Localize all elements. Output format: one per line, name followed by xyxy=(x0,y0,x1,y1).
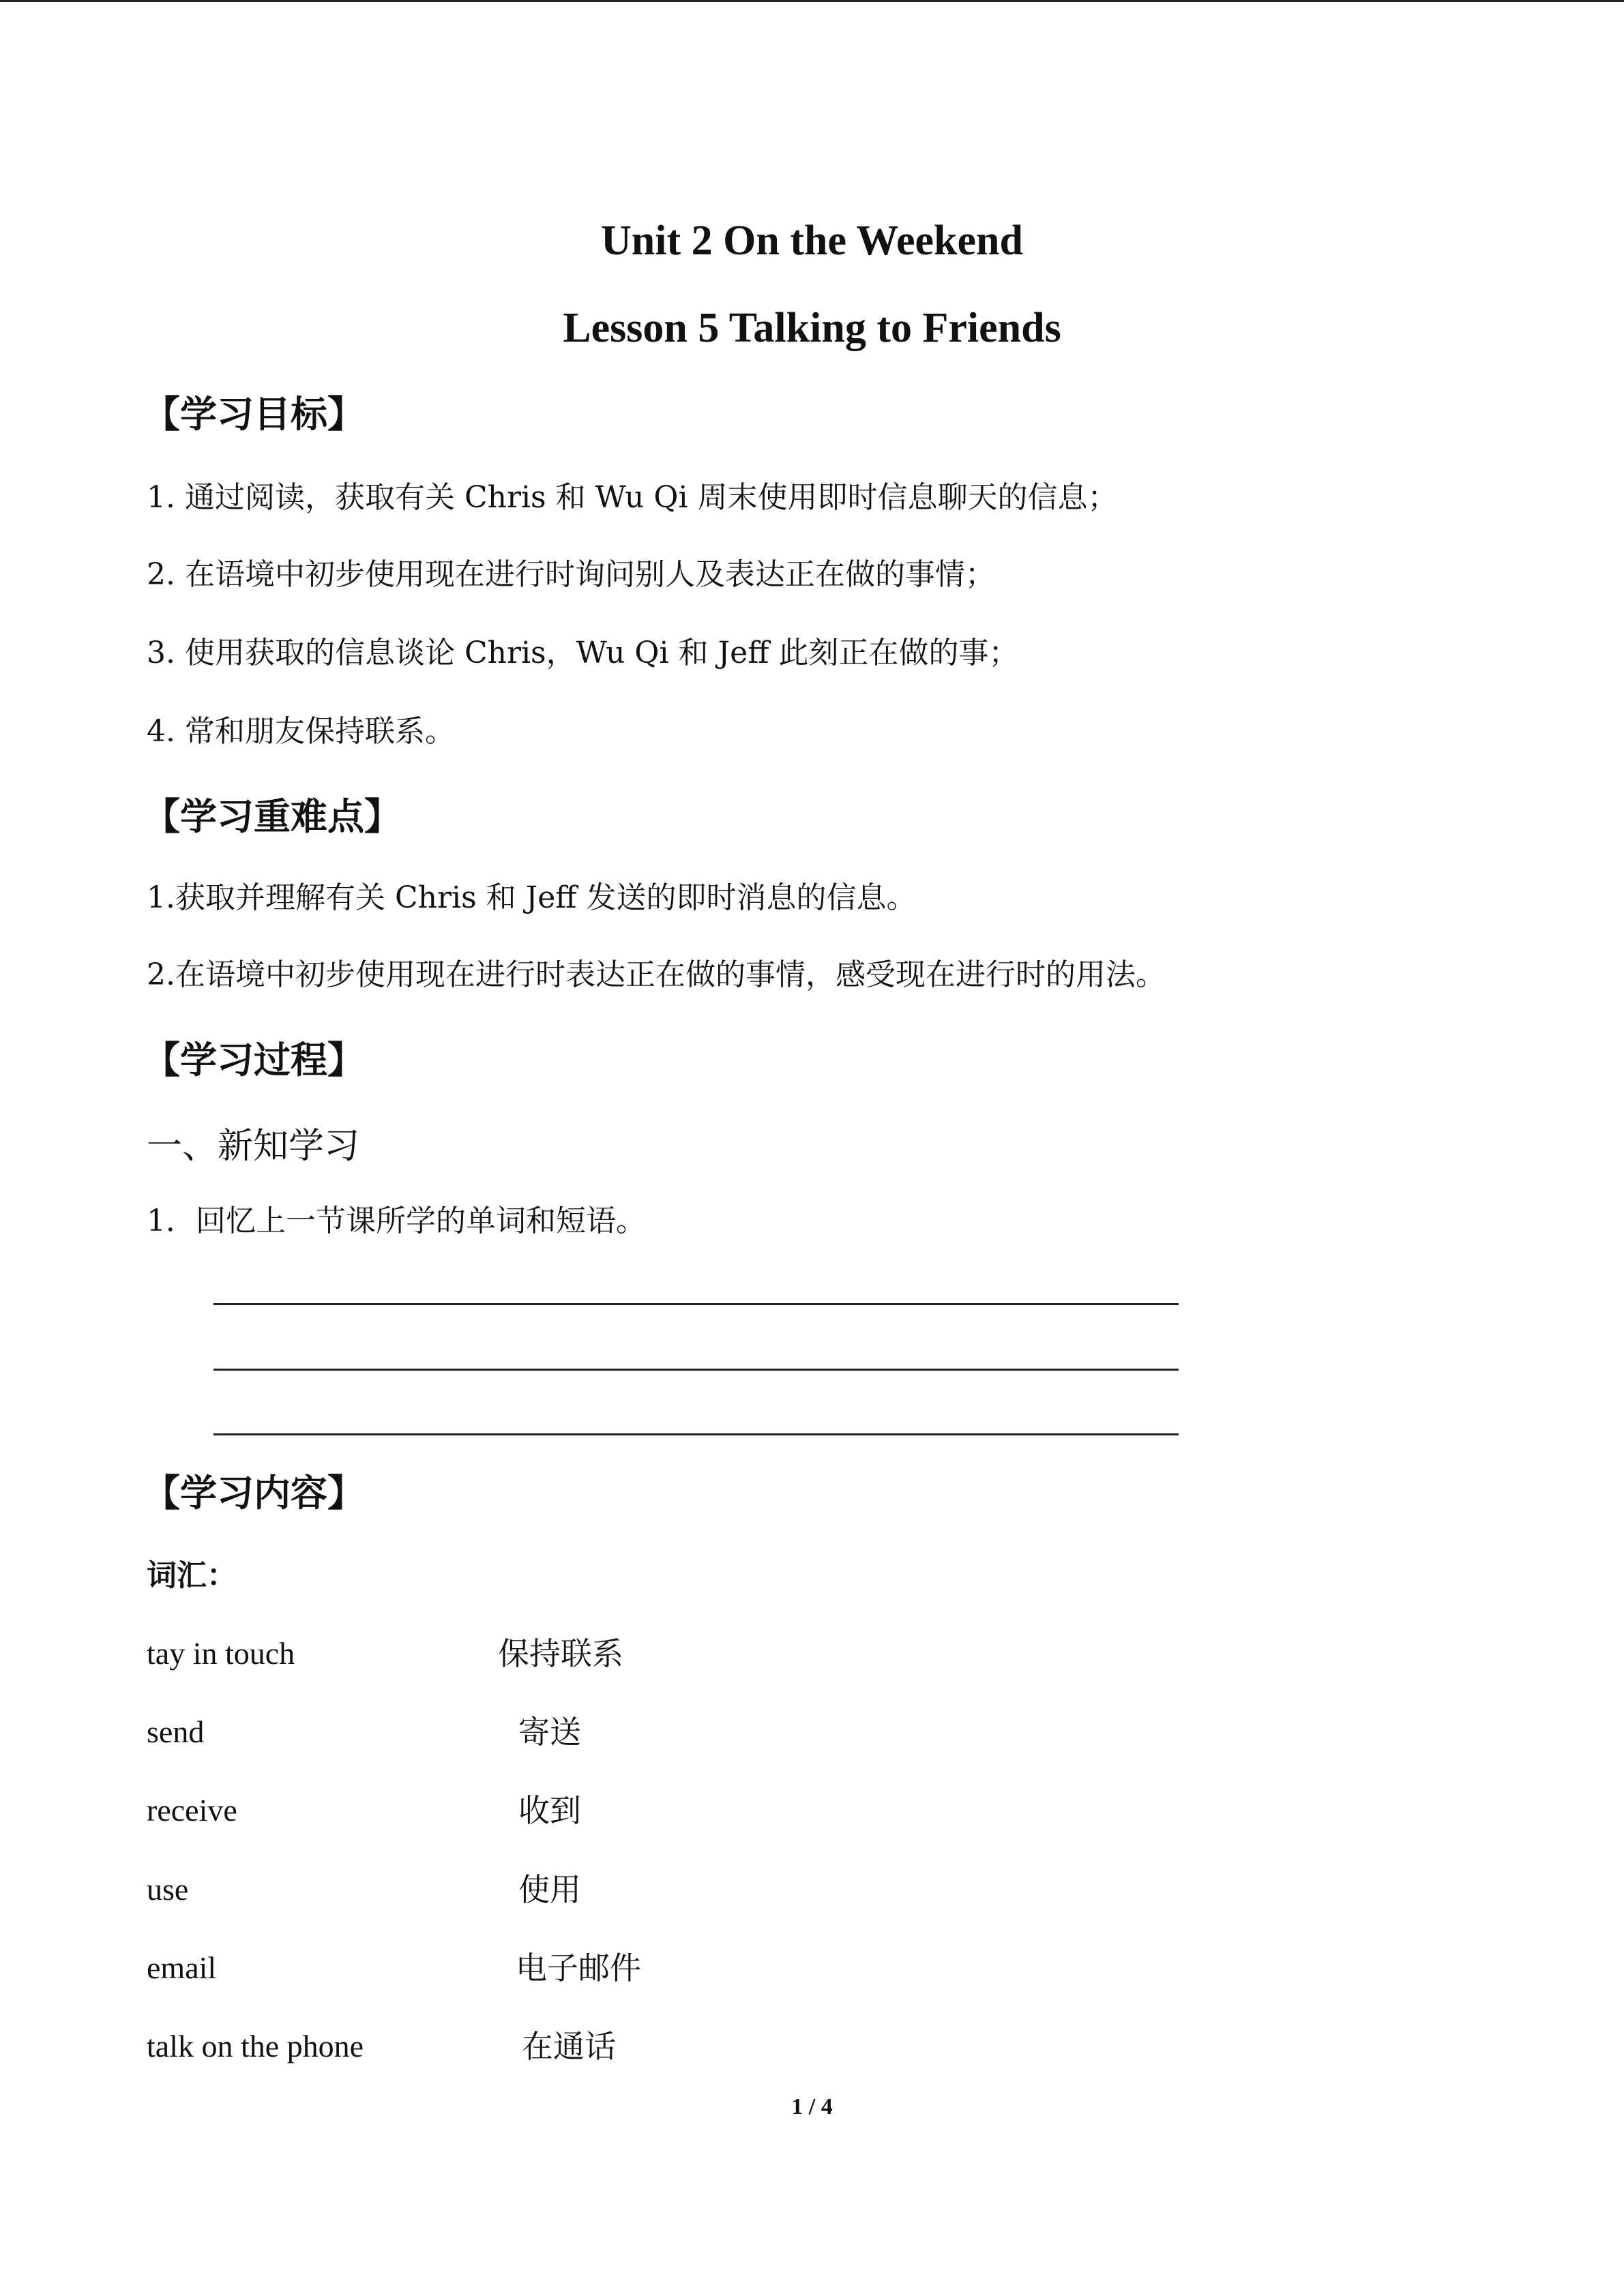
objective-item-2: 2. 在语境中初步使用现在进行时询问别人及表达正在做的事情； xyxy=(147,557,995,592)
vocab-chinese: 保持联系 xyxy=(498,1635,623,1672)
answer-blank-line[interactable] xyxy=(213,1369,1179,1371)
vocab-english: email xyxy=(147,1950,217,1985)
objective-item-4: 4. 常和朋友保持联系。 xyxy=(147,714,455,749)
vocab-chinese: 收到 xyxy=(518,1792,581,1829)
key-point-item-1: 1.获取并理解有关 Chris 和 Jeff 发送的即时消息的信息。 xyxy=(147,880,917,915)
key-points-heading: 【学习重难点】 xyxy=(143,795,401,838)
content-heading: 【学习内容】 xyxy=(143,1472,364,1515)
process-subheading: 一、新知学习 xyxy=(147,1126,360,1167)
key-point-item-2: 2.在语境中初步使用现在进行时表达正在做的事情，感受现在进行时的用法。 xyxy=(147,957,1166,992)
page-number: 1 / 4 xyxy=(791,2094,833,2119)
process-task: 1．回忆上一节课所学的单词和短语。 xyxy=(147,1204,646,1238)
objective-item-3: 3. 使用获取的信息谈论 Chris，Wu Qi 和 Jeff 此刻正在做的事； xyxy=(147,636,1019,670)
answer-blank-line[interactable] xyxy=(213,1433,1179,1435)
vocab-english: use xyxy=(147,1872,189,1907)
vocab-english: receive xyxy=(147,1793,237,1828)
vocab-english: tay in touch xyxy=(147,1636,295,1671)
vocab-chinese: 在通话 xyxy=(522,2028,616,2065)
process-heading: 【学习过程】 xyxy=(143,1039,364,1082)
document-title: Unit 2 On the Weekend xyxy=(601,218,1023,264)
objective-item-1: 1. 通过阅读，获取有关 Chris 和 Wu Qi 周末使用即时信息聊天的信息； xyxy=(147,480,1118,515)
vocab-chinese: 电子邮件 xyxy=(516,1950,641,1986)
vocab-chinese: 寄送 xyxy=(518,1714,581,1750)
vocab-english: send xyxy=(147,1714,205,1749)
vocab-label: 词汇： xyxy=(147,1558,237,1593)
document-subtitle: Lesson 5 Talking to Friends xyxy=(563,305,1061,351)
answer-blank-line[interactable] xyxy=(213,1303,1179,1305)
vocab-english: talk on the phone xyxy=(147,2029,364,2063)
objectives-heading: 【学习目标】 xyxy=(143,393,364,436)
vocab-chinese: 使用 xyxy=(518,1871,581,1908)
